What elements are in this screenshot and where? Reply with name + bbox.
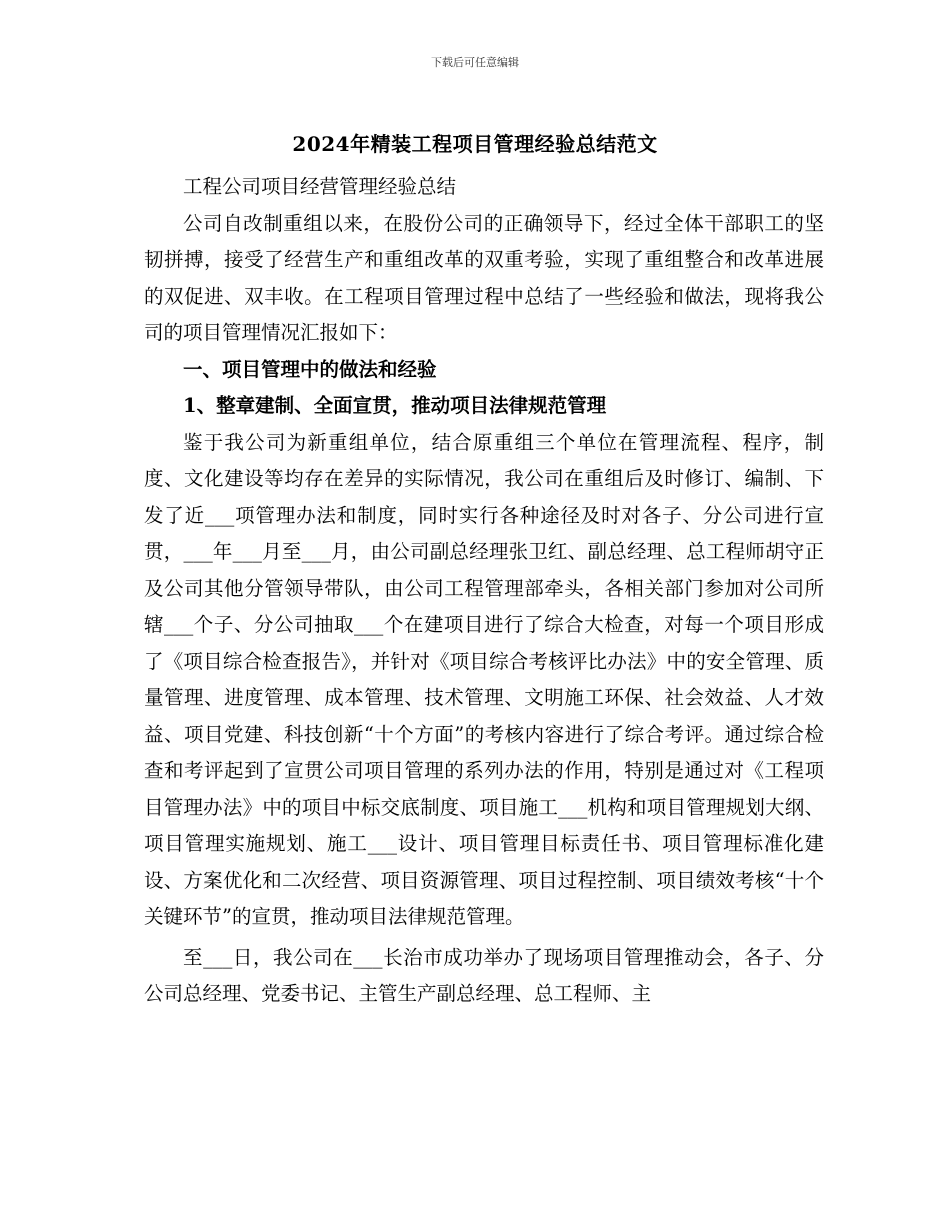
intro-paragraph: 公司自改制重组以来，在股份公司的正确领导下，经过全体干部职工的坚韧拼搏，接受了经营生产和重组改革的双重考验，实现了重组整合和改革进展的双促进、双丰收。在工程项目管理过程中总结了一些经验和做法，现将我公司的项目管理情况汇报如下： <box>144 211 824 344</box>
document-body <box>144 169 824 1013</box>
body-paragraph-2: 至___日，我公司在___长治市成功举办了现场项目管理推动会，各子、分公司总经理、党委书记、主管生产副总经理、总工程师、主 <box>144 945 824 1005</box>
body-paragraph-1: 鉴于我公司为新重组单位，结合原重组三个单位在管理流程、程序，制度、文化建设等均存在差异的实际情况，我公司在重组后及时修订、编制、下发了近___项管理办法和制度，同时实行各种途径及时对各子、分公司进行宣贯，___年___月至___月，由公司副总经理张卫红、副总经理、总工程师胡守正及公司其他分管领导带队，由公司工程管理部牵头，各相关部门参加对公司所辖___个子、分公司抽取___个在建项目进行了综合大检查，对每一个项目形成了《项目综合检查报告》，并针对《项目综合考核评比办法》中的安全管理、质量管理、进度管理、成本管理、技术管理、文明施工环保、社会效益、人才效益、项目党建、科技创新“十个方面”的考核内容进行了综合考评。通过综合检查和考评起到了宣贯公司项目管理的系列办法的作用，特别是通过对《工程项目管理办法》中的项目中标交底制度、项目施工___机构和项目管理规划大纲、项目管理实施规划、施工___设计、项目管理目标责任书、项目管理标准化建设、方案优化和二次经营、项目资源管理、项目过程控制、项目绩效考核“十个关键环节”的宣贯，推动项目法律规范管理。 <box>144 430 824 928</box>
document-title: 2024年精装工程项目管理经验总结范文 <box>292 132 658 156</box>
subsection-heading-1: 1、整章建制、全面宣贯，推动项目法律规范管理 <box>183 394 607 417</box>
header-note: 下载后可任意编辑 <box>431 56 519 69</box>
section-heading-1: 一、项目管理中的做法和经验 <box>183 357 437 381</box>
document-subtitle: 工程公司项目经营管理经验总结 <box>183 175 457 198</box>
